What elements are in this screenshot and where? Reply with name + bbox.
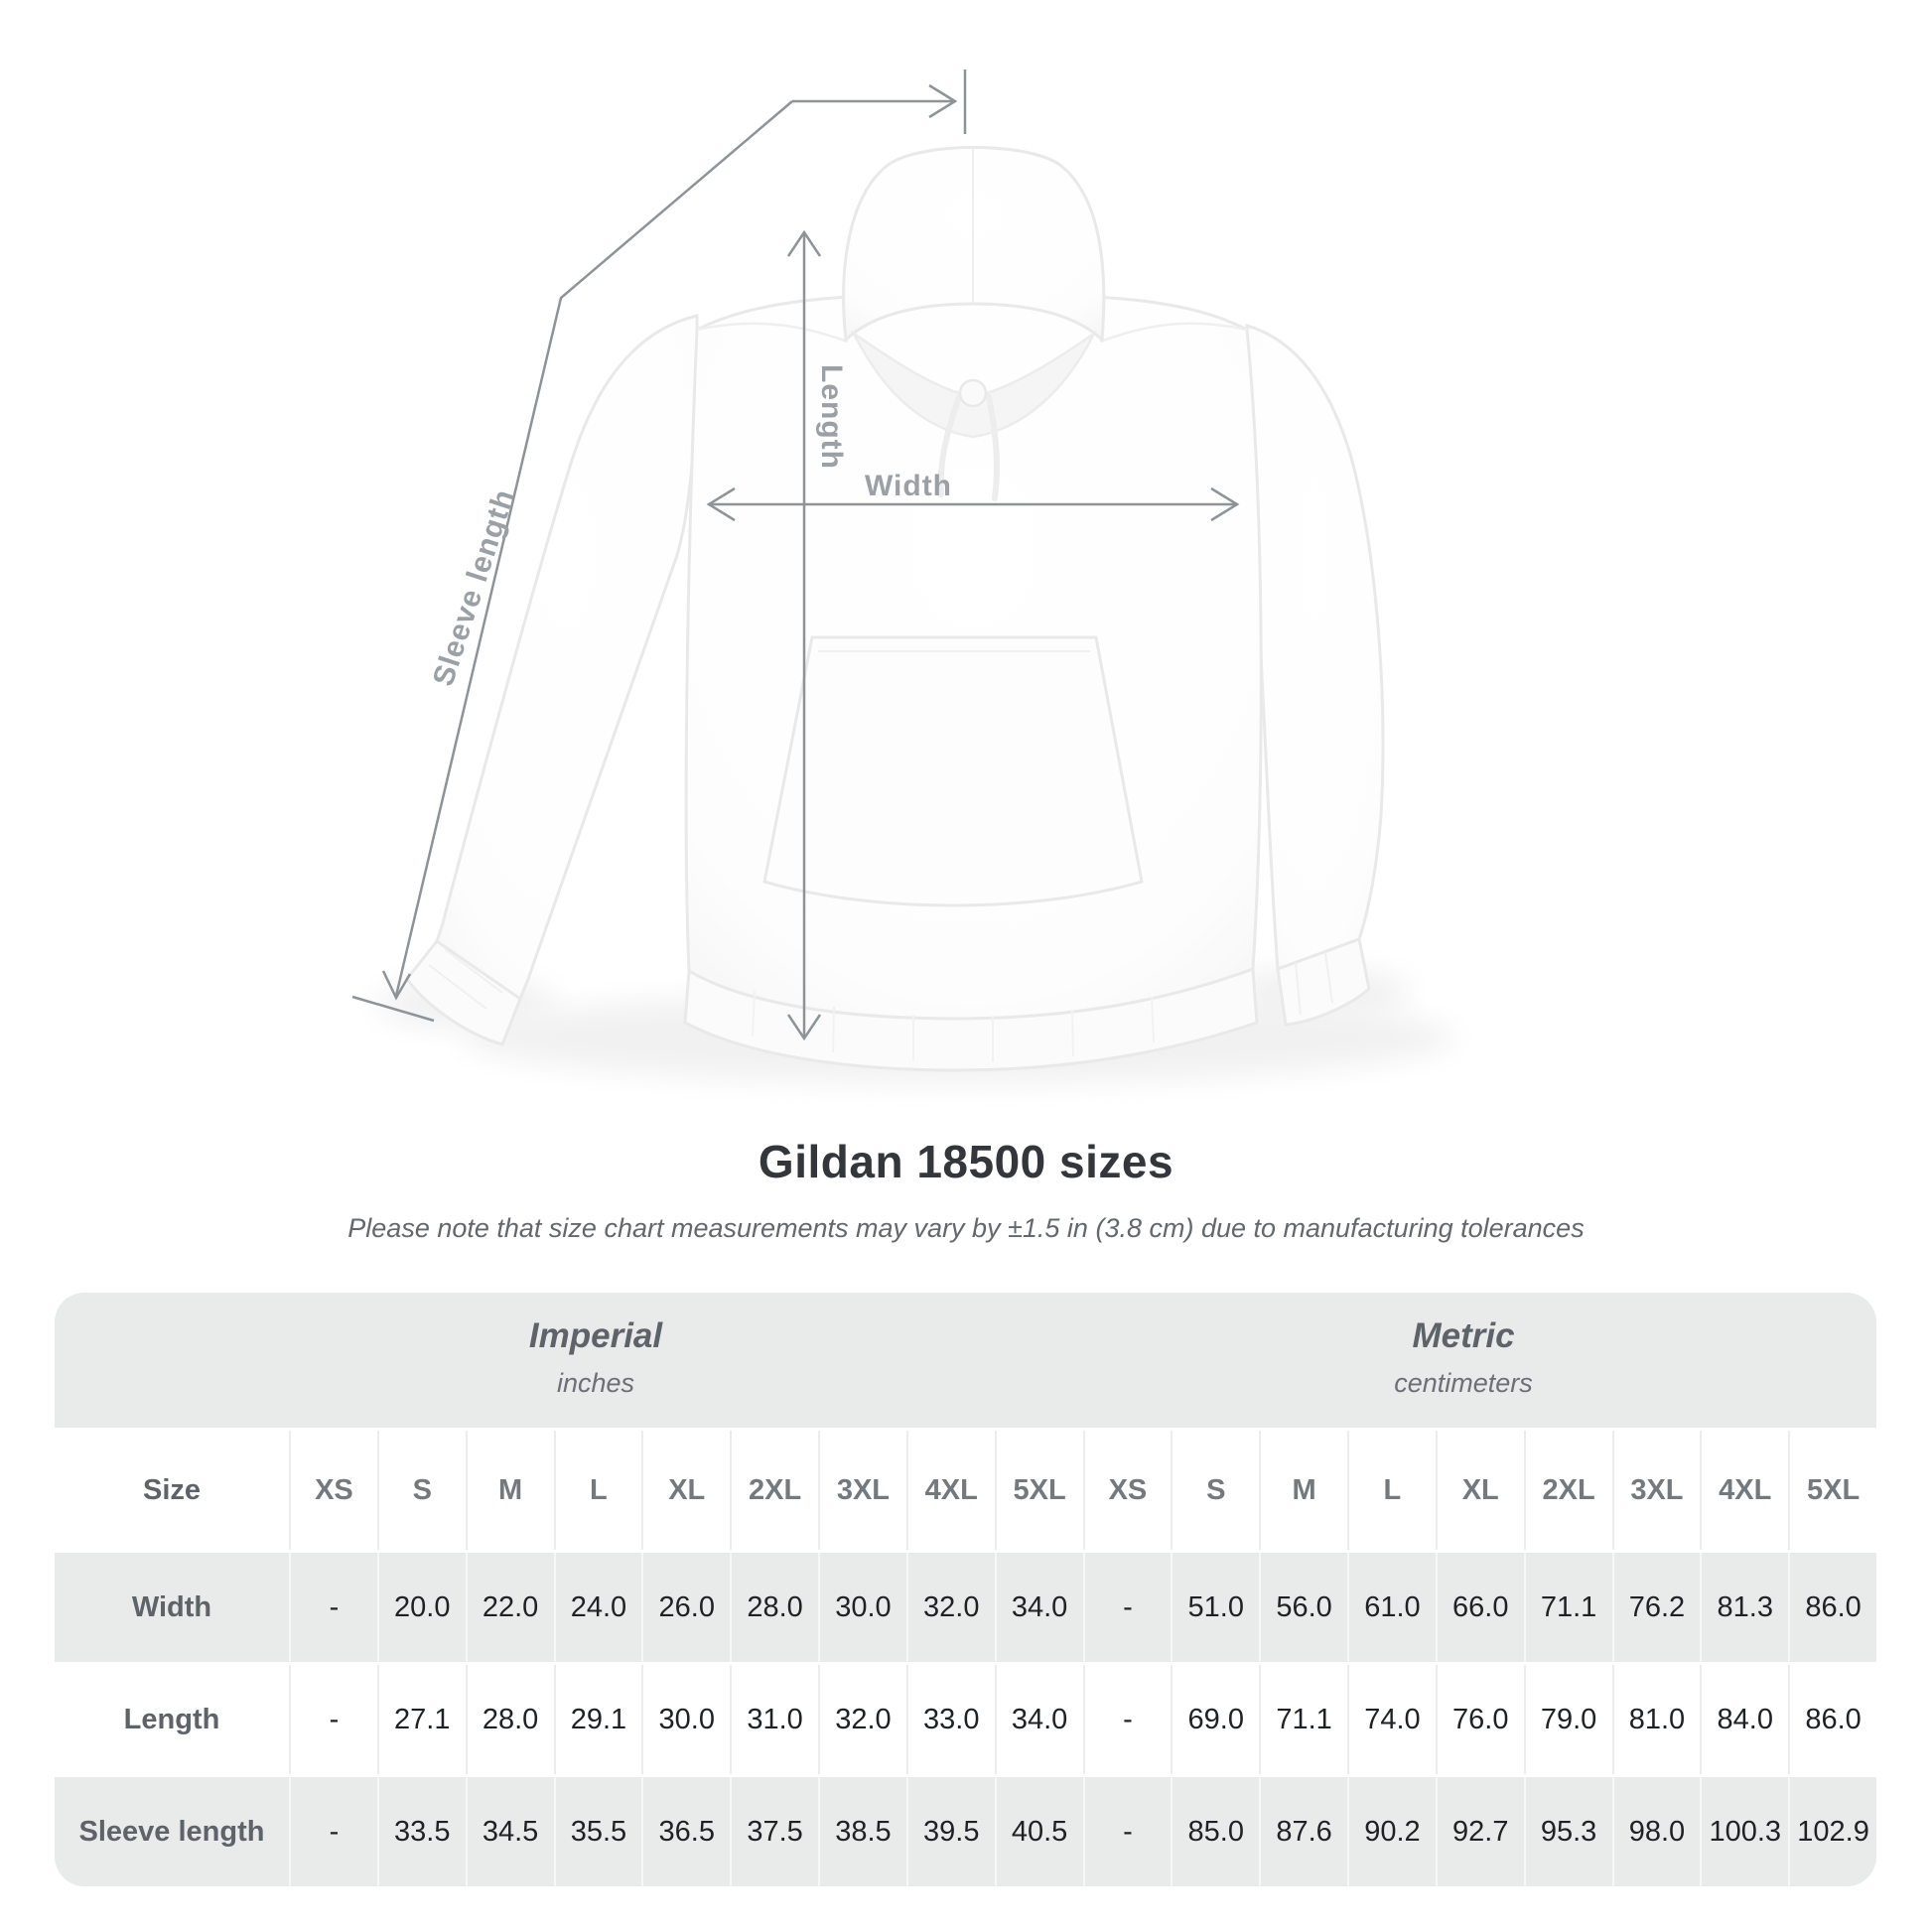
table-cell: 36.5: [641, 1777, 730, 1886]
table-row: [55, 1662, 1876, 1774]
size-column-header: 4XL: [906, 1431, 995, 1550]
table-cell: 30.0: [818, 1553, 906, 1662]
size-column-header: 5XL: [995, 1431, 1083, 1550]
size-column-header: 3XL: [1612, 1431, 1701, 1550]
table-cell: -: [1083, 1553, 1172, 1662]
length-measure-label: Length: [815, 364, 848, 470]
imperial-unit-label: inches: [556, 1368, 635, 1398]
table-cell: -: [1083, 1777, 1172, 1886]
table-cell: 90.2: [1347, 1777, 1436, 1886]
table-cell: 26.0: [641, 1553, 730, 1662]
table-cell: 35.5: [554, 1777, 642, 1886]
table-cell: 92.7: [1436, 1777, 1524, 1886]
table-cell: 34.0: [995, 1553, 1083, 1662]
table-cell: 32.0: [906, 1553, 995, 1662]
metric-heading: Metric: [1412, 1316, 1515, 1355]
table-cell: 39.5: [906, 1777, 995, 1886]
metric-unit-group: [1394, 1293, 1533, 1428]
size-column-header: 2XL: [1524, 1431, 1612, 1550]
imperial-unit-group: [529, 1293, 662, 1428]
size-column-header: 3XL: [818, 1431, 906, 1550]
table-cell: 38.5: [818, 1777, 906, 1886]
table-cell: 34.5: [466, 1777, 554, 1886]
size-column-header: M: [466, 1431, 554, 1550]
table-cell: 71.1: [1259, 1665, 1347, 1774]
table-cell: 74.0: [1347, 1665, 1436, 1774]
table-row: [55, 1550, 1876, 1662]
table-cell: 66.0: [1436, 1553, 1524, 1662]
table-cell: -: [289, 1553, 377, 1662]
unit-header-band: [55, 1293, 1876, 1428]
table-cell: 79.0: [1524, 1665, 1612, 1774]
table-cell: 102.9: [1788, 1777, 1876, 1886]
size-column-header: XS: [289, 1431, 377, 1550]
table-cell: 28.0: [730, 1553, 818, 1662]
table-cell: 27.1: [377, 1665, 466, 1774]
table-cell: 33.5: [377, 1777, 466, 1886]
table-cell: 85.0: [1171, 1777, 1259, 1886]
table-cell: 86.0: [1788, 1553, 1876, 1662]
table-cell: 87.6: [1259, 1777, 1347, 1886]
table-cell: 24.0: [554, 1553, 642, 1662]
table-cell: -: [289, 1777, 377, 1886]
table-cell: 20.0: [377, 1553, 466, 1662]
size-column-header: XL: [1436, 1431, 1524, 1550]
size-column-header: 5XL: [1788, 1431, 1876, 1550]
sleeve-end-tick-bottom: [352, 997, 434, 1021]
table-cell: 51.0: [1171, 1553, 1259, 1662]
table-cell: 84.0: [1700, 1665, 1788, 1774]
table-cell: 40.5: [995, 1777, 1083, 1886]
table-cell: 34.0: [995, 1665, 1083, 1774]
size-chart-table: [55, 1293, 1876, 1886]
table-cell: 31.0: [730, 1665, 818, 1774]
table-cell: 61.0: [1347, 1553, 1436, 1662]
table-row: [55, 1774, 1876, 1886]
table-cell: 98.0: [1612, 1777, 1701, 1886]
table-cell: 32.0: [818, 1665, 906, 1774]
table-cell: 56.0: [1259, 1553, 1347, 1662]
row-label: Width: [131, 1590, 212, 1623]
size-column-header: 2XL: [730, 1431, 818, 1550]
size-column-header: L: [1347, 1431, 1436, 1550]
size-column-header: S: [1171, 1431, 1259, 1550]
table-cell: 28.0: [466, 1665, 554, 1774]
size-column-header: XS: [1083, 1431, 1172, 1550]
table-cell: 76.0: [1436, 1665, 1524, 1774]
table-cell: 22.0: [466, 1553, 554, 1662]
tolerance-note: Please note that size chart measurements may vary by ±1.5 in (3.8 cm) due to manufacturing tolerances: [347, 1213, 1585, 1243]
table-cell: 33.0: [906, 1665, 995, 1774]
size-column-header: S: [377, 1431, 466, 1550]
table-cell: 86.0: [1788, 1665, 1876, 1774]
size-header-row: [55, 1428, 1876, 1550]
size-column-header: 4XL: [1700, 1431, 1788, 1550]
table-cell: 30.0: [641, 1665, 730, 1774]
sleeve-length-measure-label: Sleeve length: [426, 484, 522, 691]
row-label: Length: [123, 1703, 220, 1735]
table-cell: 95.3: [1524, 1777, 1612, 1886]
table-body: [55, 1550, 1876, 1886]
table-cell: -: [1083, 1665, 1172, 1774]
size-column-header: M: [1259, 1431, 1347, 1550]
table-cell: 81.0: [1612, 1665, 1701, 1774]
table-cell: 76.2: [1612, 1553, 1701, 1662]
table-cell: 71.1: [1524, 1553, 1612, 1662]
size-column-header: XL: [641, 1431, 730, 1550]
page-title: Gildan 18500 sizes: [758, 1136, 1174, 1187]
table-cell: 100.3: [1700, 1777, 1788, 1886]
table-cell: -: [289, 1665, 377, 1774]
table-cell: 37.5: [730, 1777, 818, 1886]
size-column-header: L: [554, 1431, 642, 1550]
width-measure-label: Width: [864, 470, 953, 502]
table-cell: 29.1: [554, 1665, 642, 1774]
metric-unit-label: centimeters: [1394, 1368, 1533, 1398]
table-cell: 81.3: [1700, 1553, 1788, 1662]
table-cell: 69.0: [1171, 1665, 1259, 1774]
size-header-label: Size: [142, 1473, 202, 1506]
imperial-heading: Imperial: [528, 1316, 663, 1355]
row-label: Sleeve length: [78, 1815, 265, 1848]
